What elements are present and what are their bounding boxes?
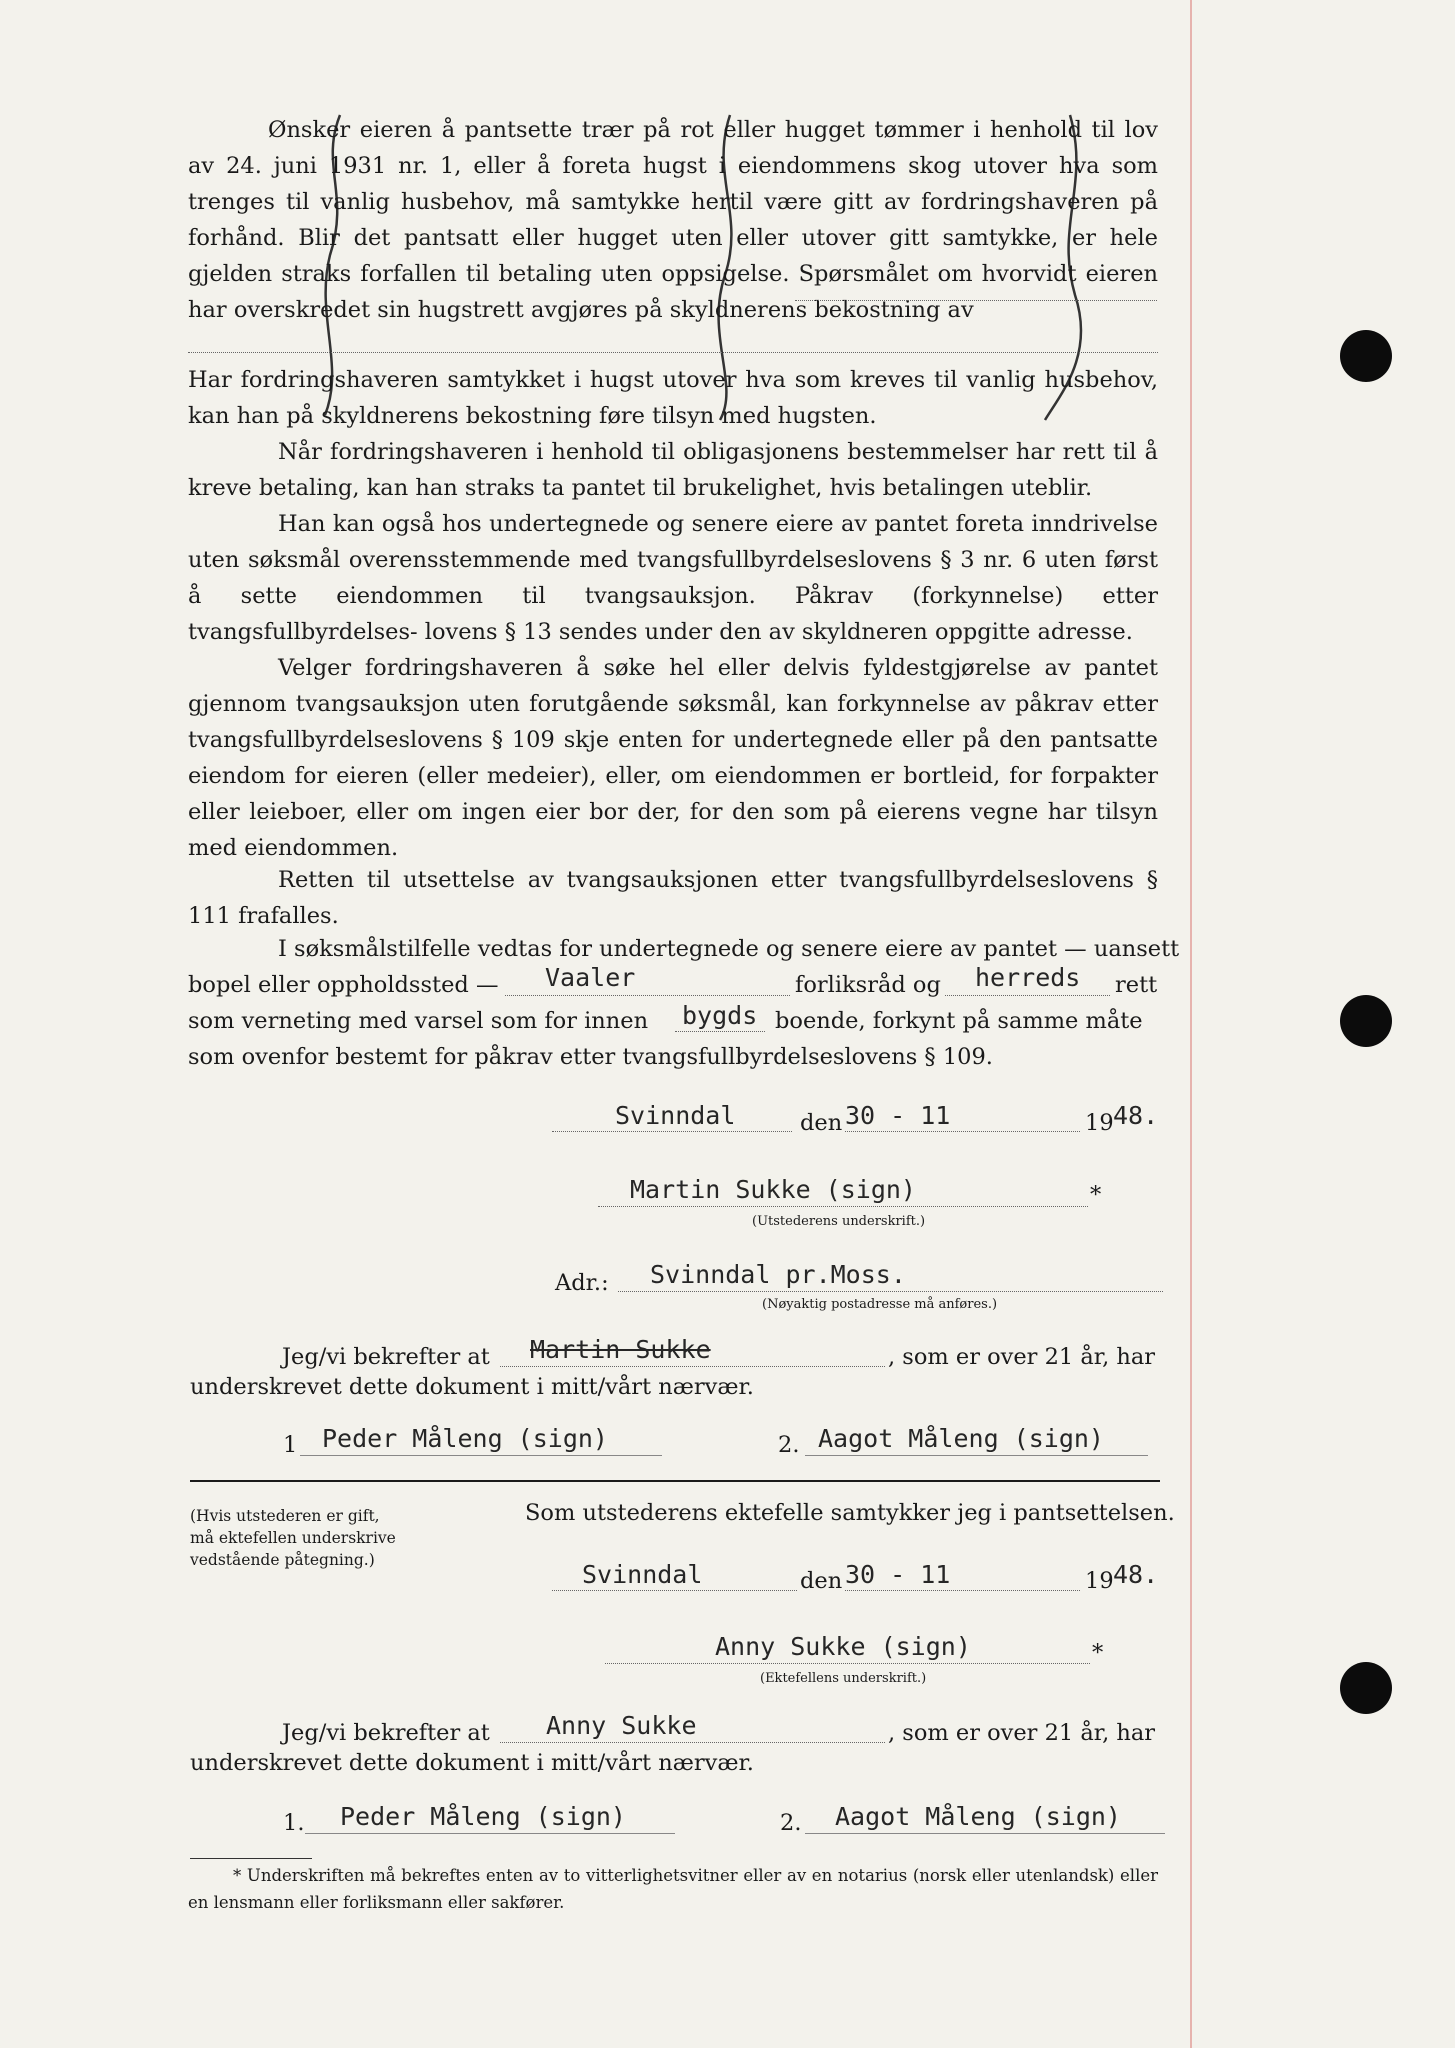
venue-boende: boende, forkynt på samme måte xyxy=(775,1008,1143,1034)
confirm1-prefix: Jeg/vi bekrefter at xyxy=(282,1344,490,1370)
issuer-place: Svinndal xyxy=(615,1101,736,1130)
spouse-note: (Hvis utstederen er gift, må ektefellen underskrive vedstående påtegning.) xyxy=(190,1507,396,1569)
confirm2-witness2: Aagot Måleng (sign) xyxy=(835,1802,1121,1831)
confirm2-witness1: Peder Måleng (sign) xyxy=(340,1802,626,1831)
asterisk: * xyxy=(1090,1182,1102,1208)
blank-line xyxy=(188,352,1158,353)
clause-postpone: Retten til utsettelse av tvangsauksjonen etter tvangsfullbyrdelseslovens § 111 frafalles. xyxy=(188,867,1158,929)
spouse-signature: Anny Sukke (sign) xyxy=(715,1632,971,1661)
blank-line xyxy=(795,300,1157,301)
confirm2-prefix: Jeg/vi bekrefter at xyxy=(282,1720,490,1746)
witness-line xyxy=(805,1833,1165,1834)
issuer-signature: Martin Sukke (sign) xyxy=(630,1175,916,1204)
issuer-den: den xyxy=(800,1110,843,1136)
blank-line xyxy=(845,1131,1080,1132)
witness-line xyxy=(300,1455,662,1456)
spouse-year: 48. xyxy=(1113,1560,1159,1589)
confirm1-witness2: Aagot Måleng (sign) xyxy=(818,1424,1104,1453)
asterisk: * xyxy=(1092,1640,1104,1666)
issuer-date: 30 - 11 xyxy=(845,1101,951,1130)
venue-line1: I søksmålstilfelle vedtas for undertegnede og senere eiere av pantet — uansett xyxy=(278,936,1180,962)
signature-line xyxy=(605,1663,1090,1664)
clause-auction: Velger fordringshaveren å søke hel eller delvis fyldestgjørelse av pantet gjennom tvangsauksjon uten forutgående søksmål, kan forkynnelse av påkrav etter tvangsfullbyrdelseslovens § 109 skje enten for undertegnede eller på den pantsatte eiendom for eieren (eller medeier), eller, om eiendommen er bortleid, for forpakter eller leieboer, eller om ingen eier bor der, for den som på eierens vegne har tilsyn med eiendommen. xyxy=(188,655,1158,861)
footnote-rule xyxy=(190,1858,312,1859)
punch-hole-bottom xyxy=(1340,1662,1392,1714)
signature-line xyxy=(598,1206,1088,1207)
venue-som: som verneting med varsel som for innen xyxy=(188,1008,649,1034)
spouse-sig-caption: (Ektefellens underskrift.) xyxy=(760,1671,927,1686)
venue-bopel: bopel eller oppholdssted — xyxy=(188,972,499,998)
clause-enforcement: Han kan også hos undertegnede og senere eiere av pantet foreta inndrivelse uten søksmål overensstemmende med tvangsfullbyrdelseslovens § 3 nr. 6 uten først å sette eiendommen til tvangsauksjon. Påkrav (forkynnelse) etter tvangsfullbyrdelses- lovens § 13 sendes under den av skyldneren oppgitte adresse. xyxy=(188,511,1158,645)
confirm1-n2: 2. xyxy=(778,1432,800,1458)
confirm1-witness1: Peder Måleng (sign) xyxy=(322,1424,608,1453)
issuer-year-prefix: 19 xyxy=(1085,1110,1114,1136)
confirm2-name: Anny Sukke xyxy=(546,1711,697,1740)
confirm1-n1: 1 xyxy=(283,1432,298,1458)
venue-bygds: bygds xyxy=(682,1001,758,1030)
clause-payment: Når fordringshaveren i henhold til obligasjonens bestemmelser har rett til å kreve betaling, kan han straks ta pantet til brukelighet, hvis betalingen uteblir. xyxy=(188,439,1158,501)
spouse-consent: Som utstederens ektefelle samtykker jeg i pantsettelsen. xyxy=(525,1500,1175,1526)
venue-rett: rett xyxy=(1115,972,1158,998)
margin-line xyxy=(1190,0,1192,2048)
adr-caption: (Nøyaktig postadresse må anføres.) xyxy=(762,1297,998,1312)
blank-line xyxy=(675,1031,765,1032)
footnote: * Underskriften må bekreftes enten av to vitterlighetsvitner eller av en notarius (norsk eller utenlandsk) eller en lensmann eller forliksmann eller sakfører. xyxy=(188,1866,1158,1912)
witness-line xyxy=(305,1833,675,1834)
blank-line xyxy=(505,995,790,996)
blank-line xyxy=(500,1742,885,1743)
confirm1-name: Martin Sukke xyxy=(530,1335,711,1364)
confirm2-suffix: , som er over 21 år, har xyxy=(888,1720,1156,1746)
spouse-den: den xyxy=(800,1568,843,1594)
blank-line xyxy=(552,1590,797,1591)
punch-hole-top xyxy=(1340,330,1392,382)
issuer-year: 48. xyxy=(1113,1101,1159,1130)
venue-court: Vaaler xyxy=(545,963,636,992)
spouse-date: 30 - 11 xyxy=(845,1560,951,1589)
blank-line xyxy=(552,1131,792,1132)
blank-line xyxy=(945,995,1110,996)
clause-forest: Ønsker eieren å pantsette trær på rot eller hugget tømmer i henhold til lov av 24. juni 1931 nr. 1, eller å foreta hugst i eiendommens skog utover hva som trenges til vanlig husbehov, må samtykke hertil være gitt av fordringshaveren på forhånd. Blir det pantsatt eller hugget uten eller utover gitt samtykke, er hele gjelden straks forfallen til betaling uten oppsigelse. Spørsmålet om hvorvidt eieren har overskredet sin hugstrett avgjøres på skyldnerens bekostning av xyxy=(188,117,1158,323)
spouse-year-prefix: 19 xyxy=(1085,1568,1114,1594)
issuer-address: Svinndal pr.Moss. xyxy=(650,1260,906,1289)
venue-herreds: herreds xyxy=(975,963,1081,992)
issuer-sig-caption: (Utstederens underskrift.) xyxy=(752,1214,926,1229)
section-divider xyxy=(190,1480,1160,1482)
venue-last: som ovenfor bestemt for påkrav etter tvangsfullbyrdelseslovens § 109. xyxy=(188,1044,993,1070)
adr-label: Adr.: xyxy=(555,1270,609,1296)
spouse-place: Svinndal xyxy=(582,1560,703,1589)
blank-line xyxy=(500,1366,885,1367)
address-line xyxy=(618,1291,1163,1292)
confirm1-suffix: , som er over 21 år, har xyxy=(888,1344,1156,1370)
blank-line xyxy=(845,1590,1080,1591)
venue-forlik: forliksråd og xyxy=(795,972,941,998)
punch-hole-middle xyxy=(1340,995,1392,1047)
confirm2-n2: 2. xyxy=(780,1810,802,1836)
confirm2-n1: 1. xyxy=(283,1810,305,1836)
witness-line xyxy=(805,1455,1148,1456)
confirm2-line2: underskrevet dette dokument i mitt/vårt nærvær. xyxy=(190,1750,754,1776)
clause-supervision: Har fordringshaveren samtykket i hugst utover hva som kreves til vanlig husbehov, kan han på skyldnerens bekostning føre tilsyn med hugsten. xyxy=(188,367,1158,429)
confirm1-line2: underskrevet dette dokument i mitt/vårt nærvær. xyxy=(190,1374,754,1400)
